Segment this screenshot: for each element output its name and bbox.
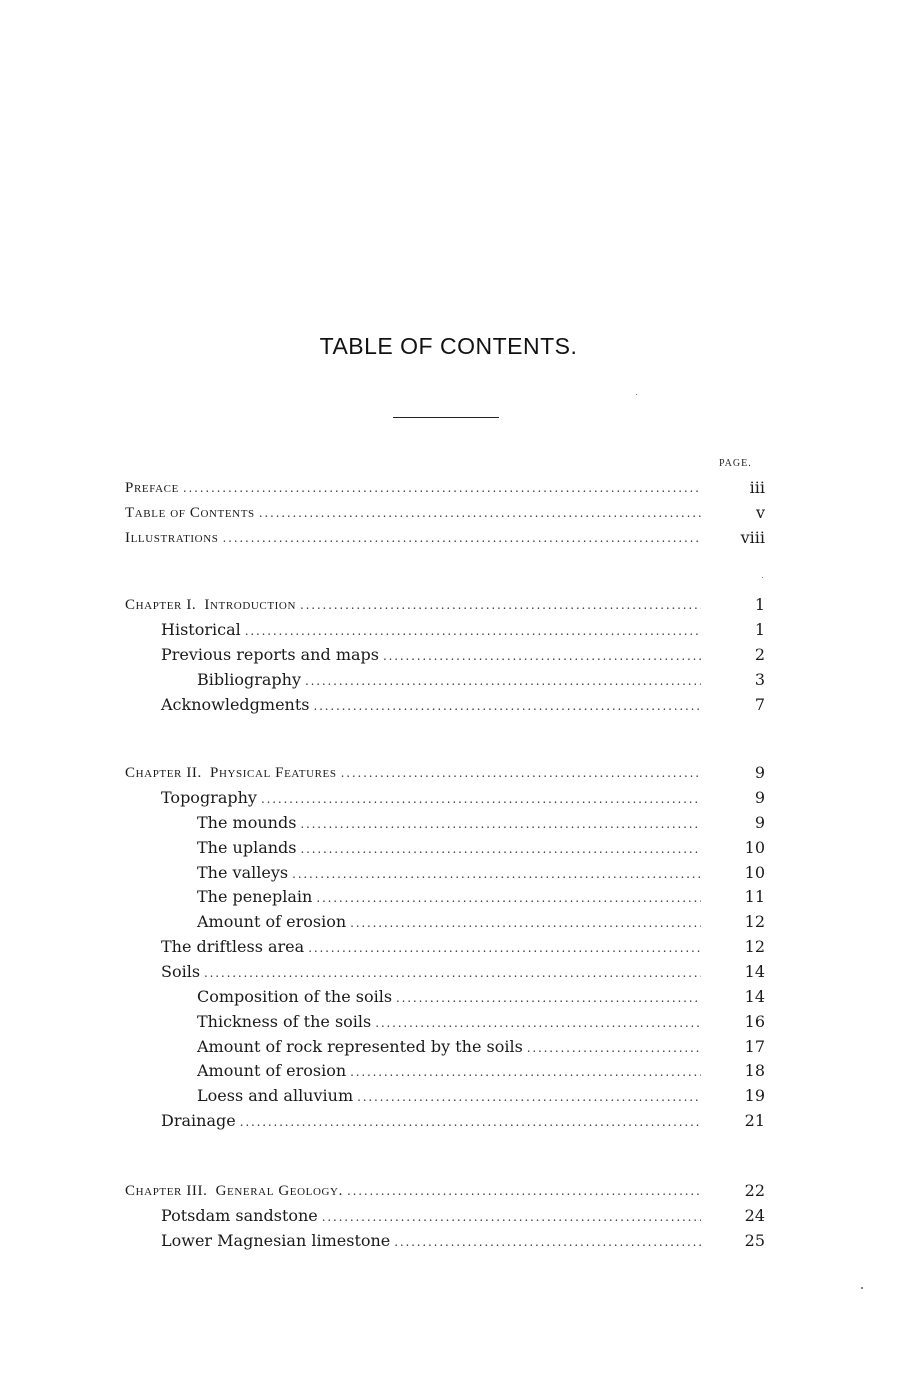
chapter-title: General Geology. [215, 1183, 343, 1199]
toc-entry-label: The uplands [197, 837, 297, 857]
dot-leader [347, 1179, 701, 1203]
toc-page-number: 2 [754, 644, 765, 664]
toc-chapter-heading[interactable] [125, 761, 765, 785]
page-column-header: PAGE. [719, 458, 752, 469]
toc-entry-label: The valleys [197, 862, 289, 882]
toc-section-entry[interactable] [197, 885, 765, 909]
toc-chapter-heading[interactable] [125, 593, 765, 617]
chapter-title: Introduction [204, 597, 297, 613]
dot-leader [301, 837, 702, 861]
dot-leader [394, 1230, 701, 1254]
scan-speck [636, 394, 637, 395]
toc-entry-label: Loess and alluvium [197, 1086, 354, 1106]
toc-section-entry[interactable] [197, 836, 765, 860]
dot-leader [341, 761, 701, 785]
toc-section-entry[interactable] [161, 786, 765, 810]
toc-entry-label: Thickness of the soils [197, 1011, 372, 1031]
toc-section-entry[interactable] [161, 935, 765, 959]
toc-entry-label: Historical [161, 620, 241, 639]
toc-page-number: 16 [744, 1011, 765, 1031]
toc-page-number: 11 [744, 887, 765, 907]
dot-leader [383, 644, 701, 668]
dot-leader [240, 1110, 701, 1134]
dot-leader [375, 1011, 701, 1035]
toc-entry-label: The driftless area [161, 937, 305, 957]
toc-front-matter-entry[interactable] [125, 526, 765, 550]
toc-entry-label: Bibliography [197, 669, 301, 689]
toc-page-number: 17 [744, 1036, 765, 1056]
dot-leader [183, 476, 701, 500]
dot-leader [261, 787, 701, 811]
toc-entry-label: Preface [125, 480, 179, 496]
toc-page-number: 7 [754, 694, 765, 714]
dot-leader [300, 593, 701, 617]
toc-entry-label: Drainage [161, 1111, 236, 1131]
toc-page-number: 21 [744, 1111, 765, 1131]
toc-section-entry[interactable] [161, 693, 765, 717]
dot-leader [308, 936, 701, 960]
toc-entry-label: Amount of erosion [197, 1061, 347, 1081]
dot-leader [259, 501, 701, 525]
toc-page-number: 1 [754, 595, 765, 614]
toc-page-number: 10 [744, 837, 765, 857]
toc-page-number: 24 [744, 1206, 765, 1225]
chapter-title: Physical Features [210, 765, 337, 781]
dot-leader [396, 986, 701, 1010]
toc-front-matter-entry[interactable] [125, 476, 765, 500]
toc-page-number: 12 [744, 937, 765, 957]
toc-section-entry[interactable] [161, 1109, 765, 1133]
dot-leader [222, 526, 701, 550]
toc-section-entry[interactable] [197, 668, 765, 692]
toc-page-number: iii [749, 478, 765, 497]
dot-leader [316, 886, 701, 910]
toc-page-number: 1 [754, 620, 765, 639]
dot-leader [245, 619, 701, 643]
toc-section-entry[interactable] [197, 1084, 765, 1108]
toc-entry-label: Illustrations [125, 530, 219, 546]
toc-page-number: 19 [744, 1086, 765, 1106]
toc-page-number: 14 [744, 986, 765, 1006]
toc-page-number: 18 [744, 1061, 765, 1081]
toc-page-number: v [755, 503, 765, 522]
dot-leader [350, 1060, 701, 1084]
toc-page-number: 25 [744, 1230, 765, 1250]
toc-entry-label [125, 593, 296, 617]
toc-page-number: 9 [754, 763, 765, 782]
toc-entry-label: Potsdam sandstone [161, 1206, 318, 1225]
dot-leader [527, 1036, 701, 1060]
dot-leader [357, 1085, 701, 1109]
toc-page-number: 12 [744, 912, 765, 932]
chapter-number: Chapter III. [125, 1183, 208, 1199]
toc-entry-label: Lower Magnesian limestone [161, 1230, 391, 1250]
toc-section-entry[interactable] [197, 1010, 765, 1034]
toc-page-number: 14 [744, 961, 765, 981]
toc-entry-label [125, 1179, 343, 1203]
toc-entry-label: Topography [161, 788, 257, 807]
toc-section-entry[interactable] [197, 910, 765, 934]
toc-section-entry[interactable] [161, 1204, 765, 1228]
dot-leader [305, 669, 701, 693]
toc-entry-label: The mounds [197, 812, 297, 832]
toc-front-matter-entry[interactable] [125, 501, 765, 525]
toc-entry-label: Composition of the soils [197, 986, 393, 1006]
toc-entry-label: Amount of erosion [197, 912, 347, 932]
toc-entry-label: Amount of rock represented by the soils [197, 1036, 523, 1056]
toc-section-entry[interactable] [161, 960, 765, 984]
dot-leader [322, 1205, 701, 1229]
chapter-number: Chapter I. [125, 597, 197, 613]
dot-leader [204, 961, 701, 985]
toc-entry-label [125, 761, 337, 785]
dot-leader [300, 812, 701, 836]
toc-section-entry[interactable] [197, 811, 765, 835]
toc-page-number: 10 [744, 862, 765, 882]
dot-leader [292, 862, 701, 886]
toc-section-entry[interactable] [161, 1229, 765, 1253]
toc-entry-label: Soils [161, 961, 201, 981]
toc-entry-label: The peneplain [197, 887, 313, 907]
toc-entry-label: Previous reports and maps [161, 644, 379, 664]
chapter-number: Chapter II. [125, 765, 202, 781]
toc-section-entry[interactable] [197, 1059, 765, 1083]
title-rule [393, 417, 499, 418]
toc-section-entry[interactable] [161, 618, 765, 642]
dot-leader [314, 694, 702, 718]
toc-entry-label: Table of Contents [125, 505, 255, 521]
toc-page-number: viii [740, 528, 765, 547]
toc-entry-label: Acknowledgments [161, 694, 310, 714]
toc-section-entry[interactable] [161, 643, 765, 667]
dot-leader [350, 911, 701, 935]
toc-chapter-heading[interactable] [125, 1179, 765, 1203]
page-title: TABLE OF CONTENTS. [319, 333, 578, 359]
toc-page-number: 9 [754, 812, 765, 832]
toc-page-number: 22 [744, 1181, 765, 1200]
toc-section-entry[interactable] [197, 985, 765, 1009]
toc-page-number: 3 [754, 669, 765, 689]
scan-speck [762, 577, 763, 578]
toc-page-number: 9 [754, 788, 765, 807]
scan-speck [861, 1287, 863, 1289]
toc-section-entry[interactable] [197, 861, 765, 885]
toc-section-entry[interactable] [197, 1035, 765, 1059]
